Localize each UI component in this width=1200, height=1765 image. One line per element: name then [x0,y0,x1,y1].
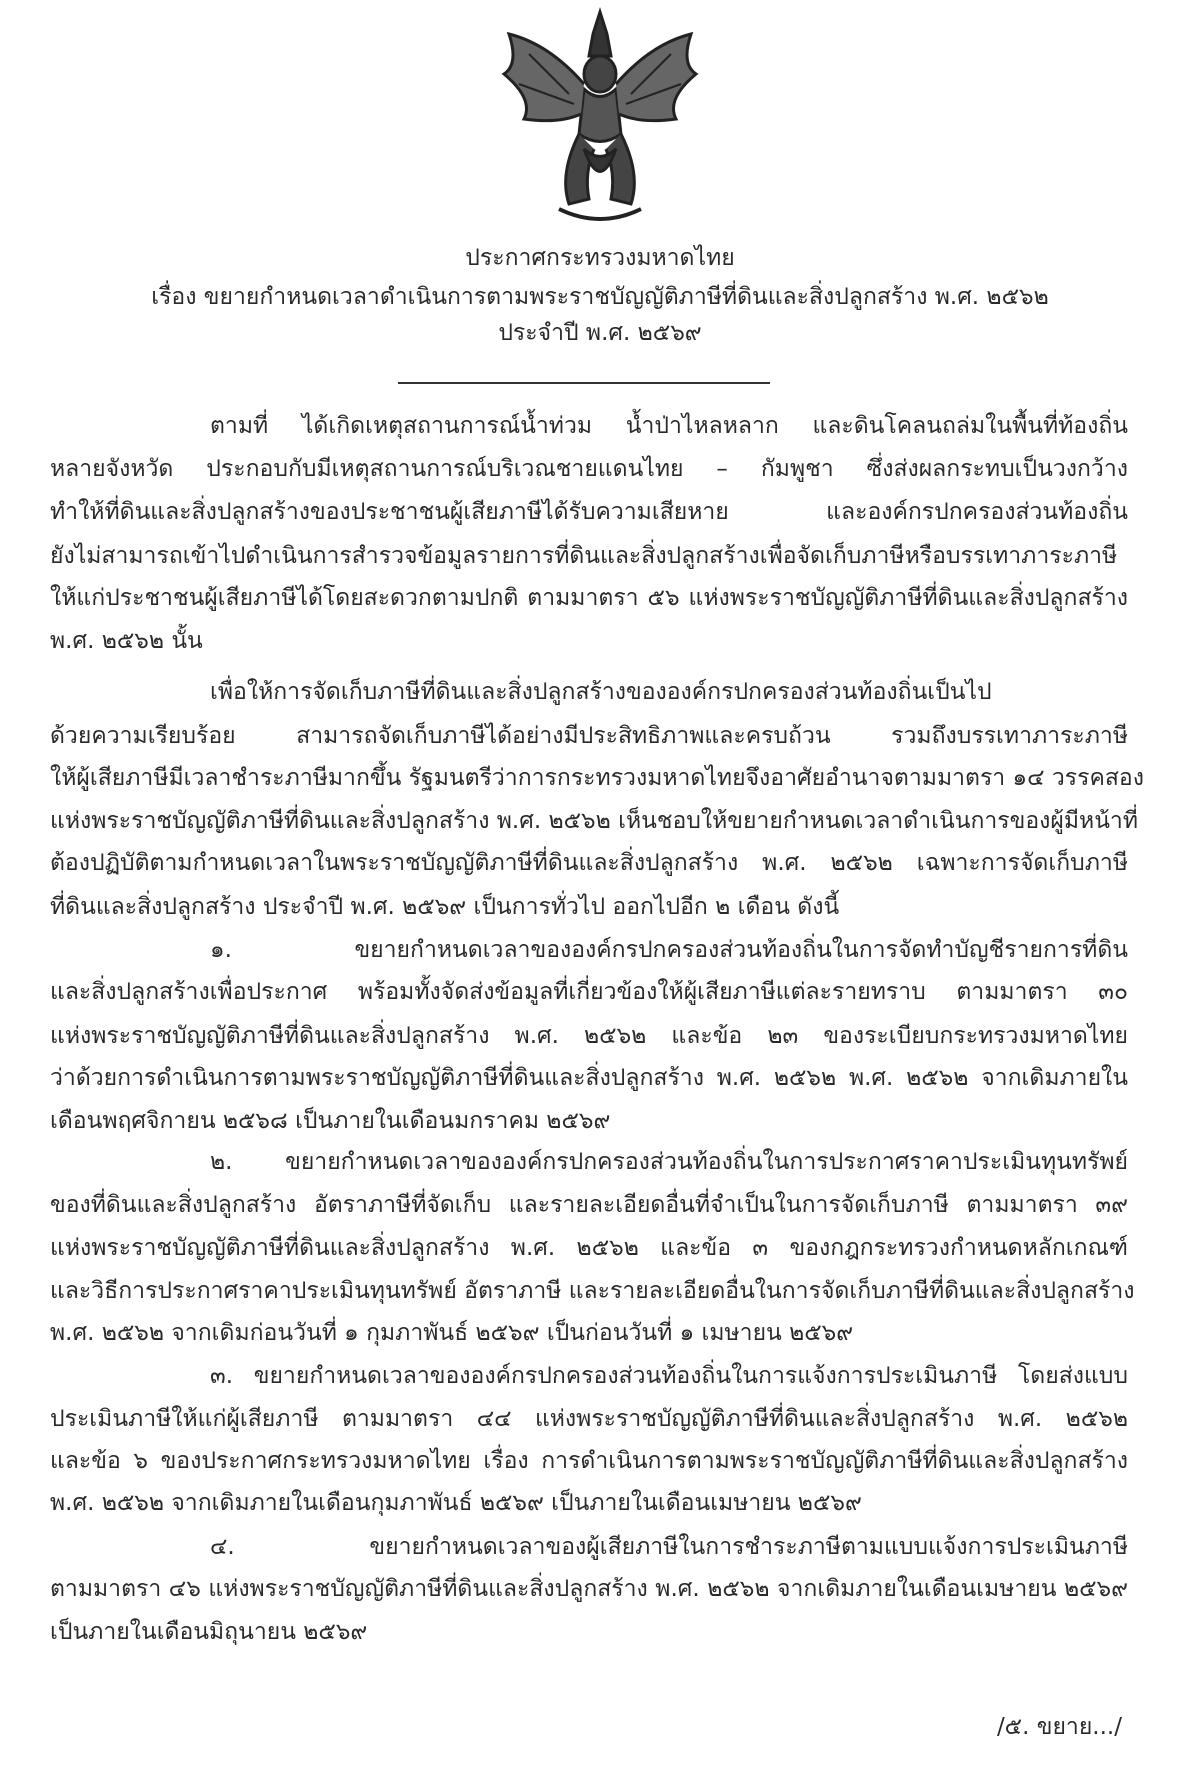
page-continuation: /๕. ขยาย.../ [996,1714,1122,1740]
list-item-line: เดือนพฤศจิกายน ๒๕๖๘ เป็นภายในเดือนมกราคม ๒๕๖๙ [50,1108,611,1134]
list-item-line: แห่งพระราชบัญญัติภาษีที่ดินและสิ่งปลูกสร้าง พ.ศ. ๒๕๖๒ และข้อ ๓ ของกฎกระทรวงกำหนดหลักเกณฑ์ [50,1235,1128,1261]
paragraph-line: ให้แก่ประชาชนผู้เสียภาษีได้โดยสะดวกตามปกติ ตามมาตรา ๕๖ แห่งพระราชบัญญัติภาษีที่ดินและสิ่งปลูกสร้าง [50,585,1128,611]
list-item-line: ว่าด้วยการดำเนินการตามพระราชบัญญัติภาษีที่ดินและสิ่งปลูกสร้าง พ.ศ. ๒๕๖๒ พ.ศ. ๒๕๖๒ จากเดิมภายใน [50,1065,1128,1091]
paragraph-line: ต้องปฏิบัติตามกำหนดเวลาในพระราชบัญญัติภาษีที่ดินและสิ่งปลูกสร้าง พ.ศ. ๒๕๖๒ เฉพาะการจัดเก็บภาษี [50,850,1128,876]
list-item-line: ๓. ขยายกำหนดเวลาขององค์กรปกครองส่วนท้องถิ่นในการแจ้งการประเมินภาษี โดยส่งแบบ [210,1363,1128,1389]
list-item-line: ๑. ขยายกำหนดเวลาขององค์กรปกครองส่วนท้องถิ่นในการจัดทำบัญชีรายการที่ดิน [210,937,1128,963]
list-item-line: ๔. ขยายกำหนดเวลาของผู้เสียภาษีในการชำระภาษีตามแบบแจ้งการประเมินภาษี [210,1534,1128,1560]
list-item-line: ตามมาตรา ๔๖ แห่งพระราชบัญญัติภาษีที่ดินและสิ่งปลูกสร้าง พ.ศ. ๒๕๖๒ จากเดิมภายในเดือนเมษายน ๒๕๖๙ [50,1576,1128,1602]
paragraph-line: ยังไม่สามารถเข้าไปดำเนินการสำรวจข้อมูลรายการที่ดินและสิ่งปลูกสร้างเพื่อจัดเก็บภาษีหรือบรรเทาภาระภาษี [50,543,1118,569]
paragraph-line: ทำให้ที่ดินและสิ่งปลูกสร้างของประชาชนผู้เสียภาษีได้รับความเสียหาย และองค์กรปกครองส่วนท้องถิ่น [50,499,1128,525]
paragraph-line: ให้ผู้เสียภาษีมีเวลาชำระภาษีมากขึ้น รัฐมนตรีว่าการกระทรวงมหาดไทยจึงอาศัยอำนาจตามมาตรา ๑๔ วรรคสอง [50,765,1144,791]
paragraph-line: แห่งพระราชบัญญัติภาษีที่ดินและสิ่งปลูกสร้าง พ.ศ. ๒๕๖๒ เห็นชอบให้ขยายกำหนดเวลาดำเนินการของผู้มีหน้าที่ [50,808,1139,834]
document-year: ประจำปี พ.ศ. ๒๕๖๙ [498,320,702,346]
list-item-line: และข้อ ๖ ของประกาศกระทรวงมหาดไทย เรื่อง การดำเนินการตามพระราชบัญญัติภาษีที่ดินและสิ่งปลูกสร้าง [50,1448,1128,1474]
list-item-line: พ.ศ. ๒๕๖๒ จากเดิมภายในเดือนกุมภาพันธ์ ๒๕๖๙ เป็นภายในเดือนเมษายน ๒๕๖๙ [50,1490,862,1516]
document-title: ประกาศกระทรวงมหาดไทย [465,245,735,271]
paragraph-line: ตามที่ ได้เกิดเหตุสถานการณ์น้ำท่วม น้ำป่าไหลหลาก และดินโคลนถล่มในพื้นที่ท้องถิ่น [210,413,1128,439]
list-item-line: และวิธีการประกาศราคาประเมินทุนทรัพย์ อัตราภาษี และรายละเอียดอื่นในการจัดเก็บภาษีที่ดินและสิ่งปลูกสร้าง [50,1278,1135,1304]
paragraph-line: เพื่อให้การจัดเก็บภาษีที่ดินและสิ่งปลูกสร้างขององค์กรปกครองส่วนท้องถิ่นเป็นไป [210,679,992,705]
document-subject: เรื่อง ขยายกำหนดเวลาดำเนินการตามพระราชบัญญัติภาษีที่ดินและสิ่งปลูกสร้าง พ.ศ. ๒๕๖๒ [151,284,1049,310]
paragraph-line: ด้วยความเรียบร้อย สามารถจัดเก็บภาษีได้อย่างมีประสิทธิภาพและครบถ้วน รวมถึงบรรเทาภาระภาษี [50,723,1128,749]
paragraph-line: ที่ดินและสิ่งปลูกสร้าง ประจำปี พ.ศ. ๒๕๖๙ เป็นการทั่วไป ออกไปอีก ๒ เดือน ดังนี้ [50,894,840,920]
list-item-line: ๒. ขยายกำหนดเวลาขององค์กรปกครองส่วนท้องถิ่นในการประกาศราคาประเมินทุนทรัพย์ [210,1149,1128,1175]
list-item-line: ของที่ดินและสิ่งปลูกสร้าง อัตราภาษีที่จัดเก็บ และรายละเอียดอื่นที่จำเป็นในการจัดเก็บภาษี ตามมาตรา ๓๙ [50,1192,1128,1218]
list-item-line: และสิ่งปลูกสร้างเพื่อประกาศ พร้อมทั้งจัดส่งข้อมูลที่เกี่ยวข้องให้ผู้เสียภาษีแต่ละรายทราบ ตามมาตรา ๓๐ [50,979,1128,1005]
paragraph-line: พ.ศ. ๒๕๖๒ นั้น [50,628,203,654]
garuda-emblem-icon [489,4,711,232]
list-item-line: แห่งพระราชบัญญัติภาษีที่ดินและสิ่งปลูกสร้าง พ.ศ. ๒๕๖๒ และข้อ ๒๓ ของระเบียบกระทรวงมหาดไทย [50,1023,1128,1049]
header-divider [398,382,770,384]
list-item-line: เป็นภายในเดือนมิถุนายน ๒๕๖๙ [50,1619,368,1645]
paragraph-line: หลายจังหวัด ประกอบกับมีเหตุสถานการณ์บริเวณชายแดนไทย – กัมพูชา ซึ่งส่งผลกระทบเป็นวงกว้าง [50,456,1128,482]
list-item-line: พ.ศ. ๒๕๖๒ จากเดิมก่อนวันที่ ๑ กุมภาพันธ์ ๒๕๖๙ เป็นก่อนวันที่ ๑ เมษายน ๒๕๖๙ [50,1320,854,1346]
list-item-line: ประเมินภาษีให้แก่ผู้เสียภาษี ตามมาตรา ๔๔ แห่งพระราชบัญญัติภาษีที่ดินและสิ่งปลูกสร้าง พ.ศ. ๒๕๖๒ [50,1406,1128,1432]
